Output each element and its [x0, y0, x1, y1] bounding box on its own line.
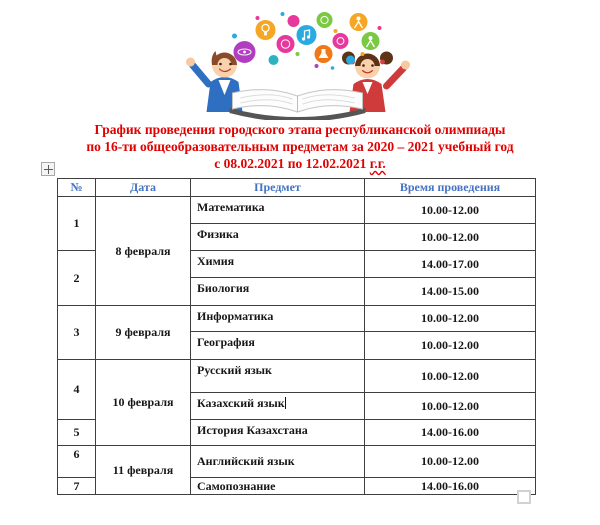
cell-subject[interactable]: Английский язык	[191, 446, 365, 478]
table-row	[58, 446, 536, 478]
cell-subject[interactable]: Самопознание	[191, 478, 365, 495]
cell-num[interactable]: 5	[58, 420, 96, 446]
cell-num[interactable]: 6	[58, 446, 96, 478]
document-title	[40, 121, 560, 172]
cell-time[interactable]: 10.00-12.00	[365, 360, 536, 393]
cell-date[interactable]: 9 февраля	[96, 306, 191, 360]
cell-subject[interactable]: Русский язык	[191, 360, 365, 393]
header-cell-num[interactable]: №	[58, 179, 96, 197]
title-line-1: График проведения городского этапа республиканской олимпиады	[94, 122, 506, 137]
cell-subject[interactable]: Казахский язык	[191, 393, 365, 420]
children-reading-clipart	[170, 8, 425, 120]
cell-time[interactable]: 14.00-16.00	[365, 478, 536, 495]
title-line-2: по 16-ти общеобразовательным предметам за 2020 – 2021 учебный год	[86, 139, 514, 154]
cell-time[interactable]: 10.00-12.00	[365, 306, 536, 332]
cell-subject[interactable]: Информатика	[191, 306, 365, 332]
cell-date[interactable]: 10 февраля	[96, 360, 191, 446]
cell-time[interactable]: 14.00-16.00	[365, 420, 536, 446]
open-book	[230, 90, 366, 120]
cell-num[interactable]: 7	[58, 478, 96, 495]
header-cell-date[interactable]: Дата	[96, 179, 191, 197]
cell-date[interactable]: 8 февраля	[96, 197, 191, 306]
schedule-table	[57, 178, 536, 495]
cell-subject[interactable]: Химия	[191, 251, 365, 278]
cell-time[interactable]: 10.00-12.00	[365, 197, 536, 224]
cell-subject[interactable]: История Казахстана	[191, 420, 365, 446]
header-cell-time[interactable]: Время проведения	[365, 179, 536, 197]
cell-time[interactable]: 10.00-12.00	[365, 332, 536, 360]
table-row	[58, 197, 536, 224]
cell-time[interactable]: 14.00-15.00	[365, 278, 536, 306]
cell-date[interactable]: 11 февраля	[96, 446, 191, 495]
cell-num[interactable]: 2	[58, 251, 96, 306]
cell-subject[interactable]: Физика	[191, 224, 365, 251]
cell-subject[interactable]: Математика	[191, 197, 365, 224]
cell-num[interactable]: 1	[58, 197, 96, 251]
table-resize-handle[interactable]	[517, 490, 531, 504]
table-header-row	[58, 179, 536, 197]
cell-num[interactable]: 4	[58, 360, 96, 420]
cell-subject[interactable]: Биология	[191, 278, 365, 306]
table-row	[58, 306, 536, 332]
text-cursor	[285, 397, 286, 409]
header-cell-subject[interactable]: Предмет	[191, 179, 365, 197]
move-cross-icon	[44, 165, 53, 174]
cell-num[interactable]: 3	[58, 306, 96, 360]
cell-time[interactable]: 10.00-12.00	[365, 224, 536, 251]
cell-subject[interactable]: География	[191, 332, 365, 360]
cell-time[interactable]: 10.00-12.00	[365, 393, 536, 420]
spellcheck-underline: г.г.	[369, 156, 386, 171]
table-move-handle[interactable]	[41, 162, 55, 176]
cell-time[interactable]: 10.00-12.00	[365, 446, 536, 478]
cell-time[interactable]: 14.00-17.00	[365, 251, 536, 278]
title-line-3: с 08.02.2021 по 12.02.2021 г.г.	[214, 156, 386, 171]
table-row	[58, 360, 536, 393]
